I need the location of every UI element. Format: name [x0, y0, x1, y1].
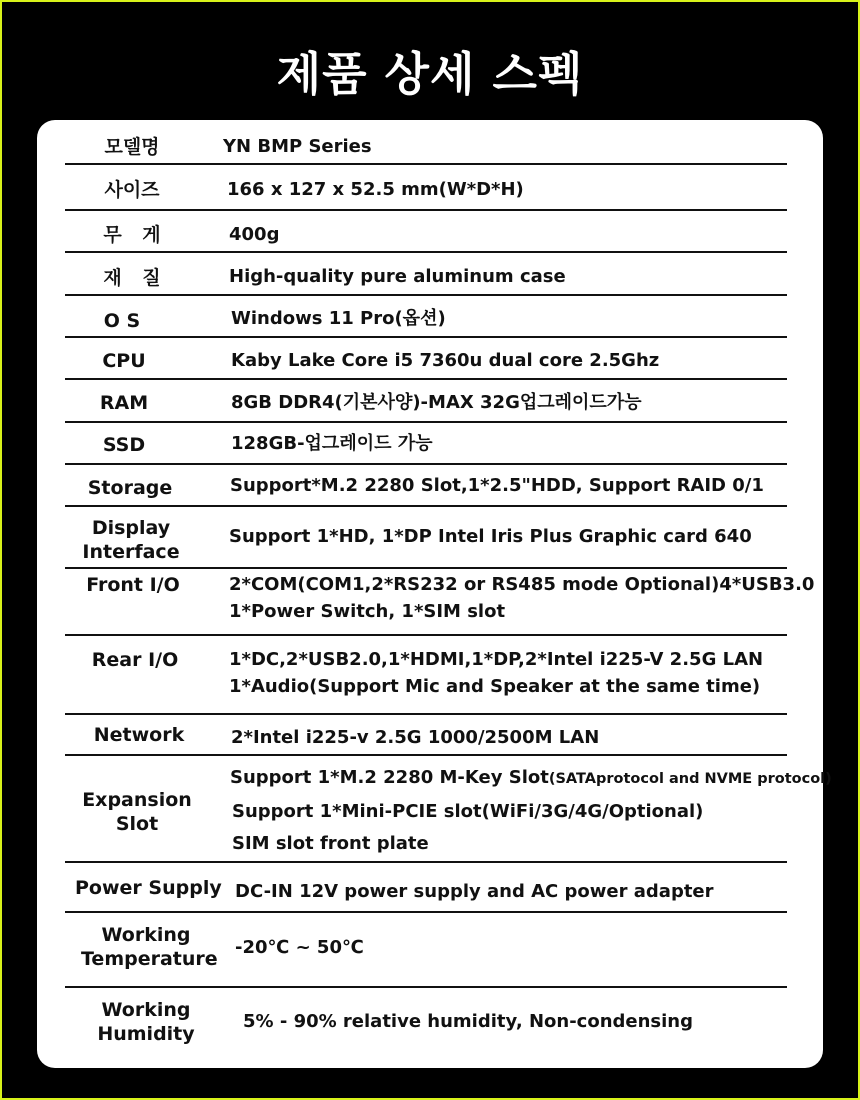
spec-value-rear-io-2: 1*Audio(Support Mic and Speaker at the same time) — [229, 676, 761, 697]
divider — [65, 378, 787, 380]
divider — [65, 505, 787, 507]
spec-value-expansion-1-main: Support 1*M.2 2280 M-Key Slot — [230, 767, 549, 788]
spec-label-temperature — [81, 923, 218, 971]
spec-label-model: 모델명 — [104, 136, 160, 158]
spec-value-power: DC-IN 12V power supply and AC power adapter — [235, 881, 714, 902]
spec-label-display-line1: Display — [91, 517, 171, 539]
spec-label-front-io: Front I/O — [86, 574, 180, 596]
spec-label-size: 사이즈 — [104, 179, 160, 201]
divider — [65, 463, 787, 465]
spec-label-display — [75, 516, 187, 564]
spec-value-expansion-1 — [230, 766, 832, 791]
spec-label-rear-io: Rear I/O — [91, 649, 179, 671]
spec-label-weight: 무 게 — [103, 224, 161, 246]
divider — [65, 754, 787, 756]
spec-value-expansion-2: Support 1*Mini-PCIE slot(WiFi/3G/4G/Optional) — [232, 801, 704, 822]
spec-value-weight: 400g — [229, 224, 280, 245]
spec-label-humidity-line2: Humidity — [97, 1023, 195, 1045]
spec-label-expansion — [81, 788, 193, 836]
spec-value-front-io-1: 2*COM(COM1,2*RS232 or RS485 mode Optional)4*USB3.0 — [229, 574, 815, 595]
divider — [65, 209, 787, 211]
spec-label-network: Network — [93, 724, 185, 746]
spec-value-cpu: Kaby Lake Core i5 7360u dual core 2.5Ghz — [231, 350, 660, 371]
spec-value-ssd: 128GB-업그레이드 가능 — [231, 433, 433, 454]
spec-label-humidity-line1: Working — [101, 999, 191, 1021]
spec-value-expansion-1-note: (SATAprotocol and NVME protocol) — [548, 771, 832, 787]
divider — [65, 567, 787, 569]
divider — [65, 634, 787, 636]
page-title: 제품 상세 스펙 — [276, 47, 584, 101]
divider — [65, 251, 787, 253]
spec-value-expansion-3: SIM slot front plate — [232, 833, 429, 854]
spec-value-display: Support 1*HD, 1*DP Intel Iris Plus Graphic card 640 — [229, 526, 752, 547]
spec-value-front-io-2: 1*Power Switch, 1*SIM slot — [229, 601, 506, 622]
spec-label-ssd: SSD — [102, 434, 146, 456]
spec-value-storage: Support*M.2 2280 Slot,1*2.5"HDD, Support RAID 0/1 — [230, 475, 764, 496]
spec-label-ram: RAM — [99, 392, 149, 414]
divider — [65, 336, 787, 338]
spec-label-storage: Storage — [87, 477, 173, 499]
spec-value-os: Windows 11 Pro(옵션) — [231, 308, 446, 329]
spec-label-humidity — [87, 998, 205, 1046]
spec-value-rear-io-1: 1*DC,2*USB2.0,1*HDMI,1*DP,2*Intel i225-V 2.5G LAN — [229, 649, 764, 670]
divider — [65, 163, 787, 165]
divider — [65, 713, 787, 715]
spec-card — [37, 120, 832, 1068]
divider — [65, 911, 787, 913]
spec-label-display-line2: Interface — [82, 541, 180, 563]
spec-label-power: Power Supply — [75, 877, 222, 899]
spec-value-temperature: -20℃ ~ 50℃ — [235, 937, 364, 958]
spec-label-os: O S — [103, 310, 141, 332]
divider — [65, 421, 787, 423]
spec-label-material: 재 질 — [103, 267, 161, 289]
spec-value-size: 166 x 127 x 52.5 mm(W*D*H) — [227, 179, 524, 200]
spec-label-expansion-line2: Slot — [115, 813, 159, 835]
spec-value-ram: 8GB DDR4(기본사양)-MAX 32G업그레이드가능 — [231, 392, 642, 413]
spec-value-material: High-quality pure aluminum case — [229, 266, 566, 287]
spec-label-expansion-line1: Expansion — [82, 789, 192, 811]
divider — [65, 294, 787, 296]
spec-value-humidity: 5% - 90% relative humidity, Non-condensing — [243, 1011, 694, 1032]
spec-label-temperature-line1: Working — [101, 924, 191, 946]
spec-label-cpu: CPU — [102, 350, 146, 372]
divider — [65, 986, 787, 988]
spec-value-model: YN BMP Series — [223, 136, 372, 157]
spec-value-network: 2*Intel i225-v 2.5G 1000/2500M LAN — [231, 727, 600, 748]
divider — [65, 861, 787, 863]
spec-label-temperature-line2: Temperature — [81, 948, 218, 970]
